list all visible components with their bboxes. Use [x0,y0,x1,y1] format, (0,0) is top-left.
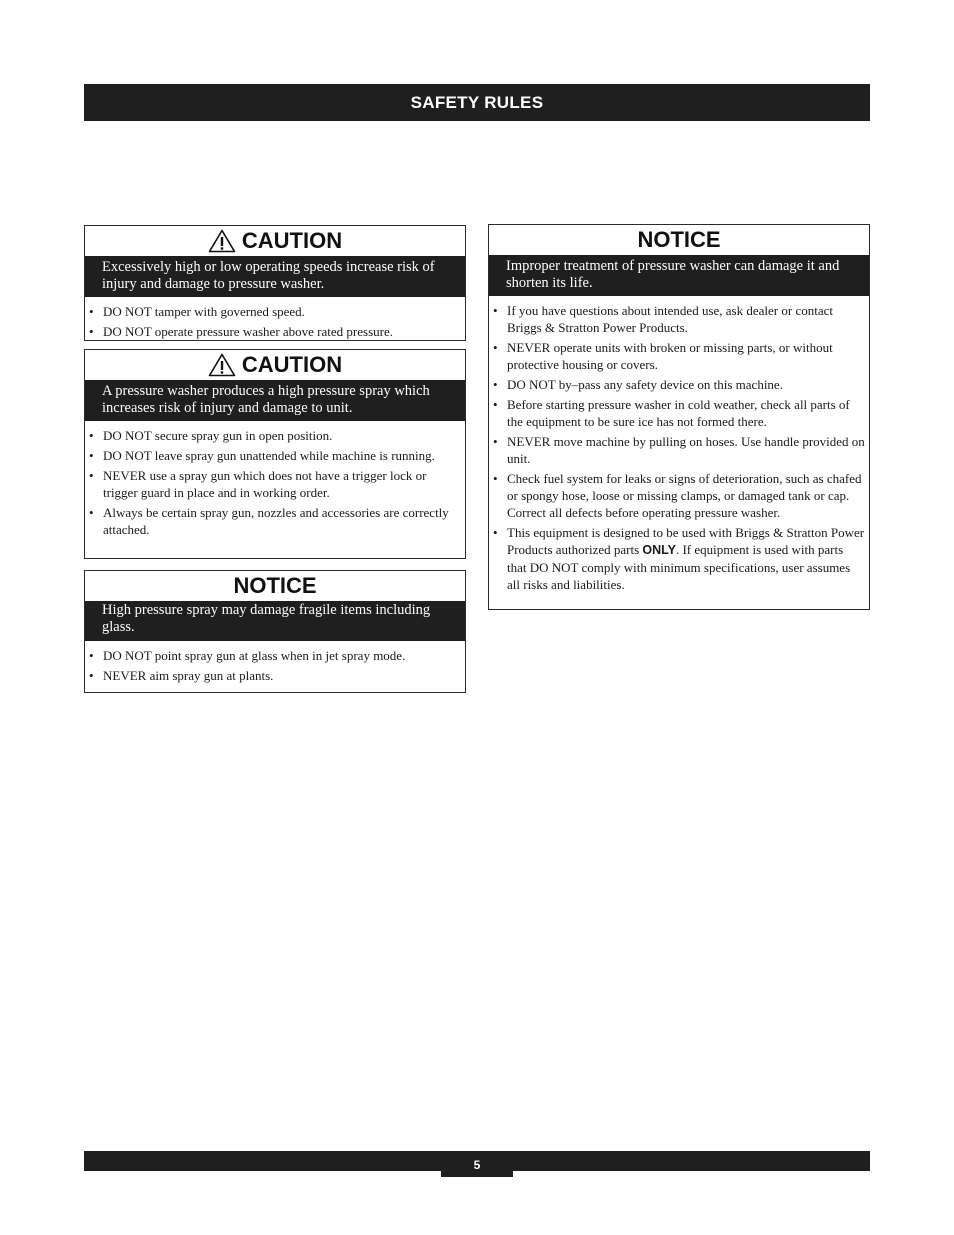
warning-triangle-icon [208,229,236,253]
warning-triangle-icon [208,353,236,377]
notice-title: NOTICE [233,573,317,598]
notice-banner: High pressure spray may damage fragile items including glass. [85,601,465,641]
list-item: • This equipment is designed to be used with Briggs & Stratton Power Products authorized parts ONLY. If equipment is used with parts that DO NOT comply with minimum specifications, user assumes all risks and liabilities. [489,524,865,593]
list-item: • DO NOT operate pressure washer above rated pressure. [85,323,457,340]
list-item: • DO NOT by–pass any safety device on this machine. [489,376,865,393]
notice-title: NOTICE [637,227,721,252]
caution-banner: Excessively high or low operating speeds increase risk of injury and damage to pressure washer. [85,256,465,297]
notice-list [85,641,465,693]
page-number: 5 [441,1151,513,1177]
notice-box-fragile [84,570,466,693]
section-title: SAFETY RULES [410,92,544,112]
caution-box-speed [84,225,466,341]
notice-banner: Improper treatment of pressure washer can damage it and shorten its life. [489,255,869,296]
caution-title: CAUTION [85,226,465,256]
caution-banner: A pressure washer produces a high pressure spray which increases risk of injury and damage to unit. [85,380,465,421]
caution-list [85,297,465,349]
list-item: • DO NOT secure spray gun in open position. [85,427,457,444]
section-header [84,84,870,121]
list-item: • Before starting pressure washer in cold weather, check all parts of the equipment to be sure ice has not formed there. [489,396,865,430]
list-item: • DO NOT tamper with governed speed. [85,303,457,320]
caution-list [85,421,465,547]
caution-box-spray [84,349,466,559]
list-item: • NEVER operate units with broken or missing parts, or without protective housing or covers. [489,339,865,373]
notice-box-treatment [488,224,870,610]
list-item: • DO NOT leave spray gun unattended while machine is running. [85,447,457,464]
list-item: • NEVER use a spray gun which does not have a trigger lock or trigger guard in place and in working order. [85,467,457,501]
notice-list [489,296,869,602]
list-item: • NEVER aim spray gun at plants. [85,667,457,684]
list-item: • Check fuel system for leaks or signs of deterioration, such as chafed or spongy hose, loose or missing clamps, or damaged tank or cap. Correct all defects before operating pressure washer. [489,470,865,521]
list-item: • If you have questions about intended use, ask dealer or contact Briggs & Stratton Power Products. [489,302,865,336]
list-item: • NEVER move machine by pulling on hoses. Use handle provided on unit. [489,433,865,467]
caution-title: CAUTION [85,350,465,380]
list-item: • Always be certain spray gun, nozzles and accessories are correctly attached. [85,504,457,538]
list-item: • DO NOT point spray gun at glass when in jet spray mode. [85,647,457,664]
